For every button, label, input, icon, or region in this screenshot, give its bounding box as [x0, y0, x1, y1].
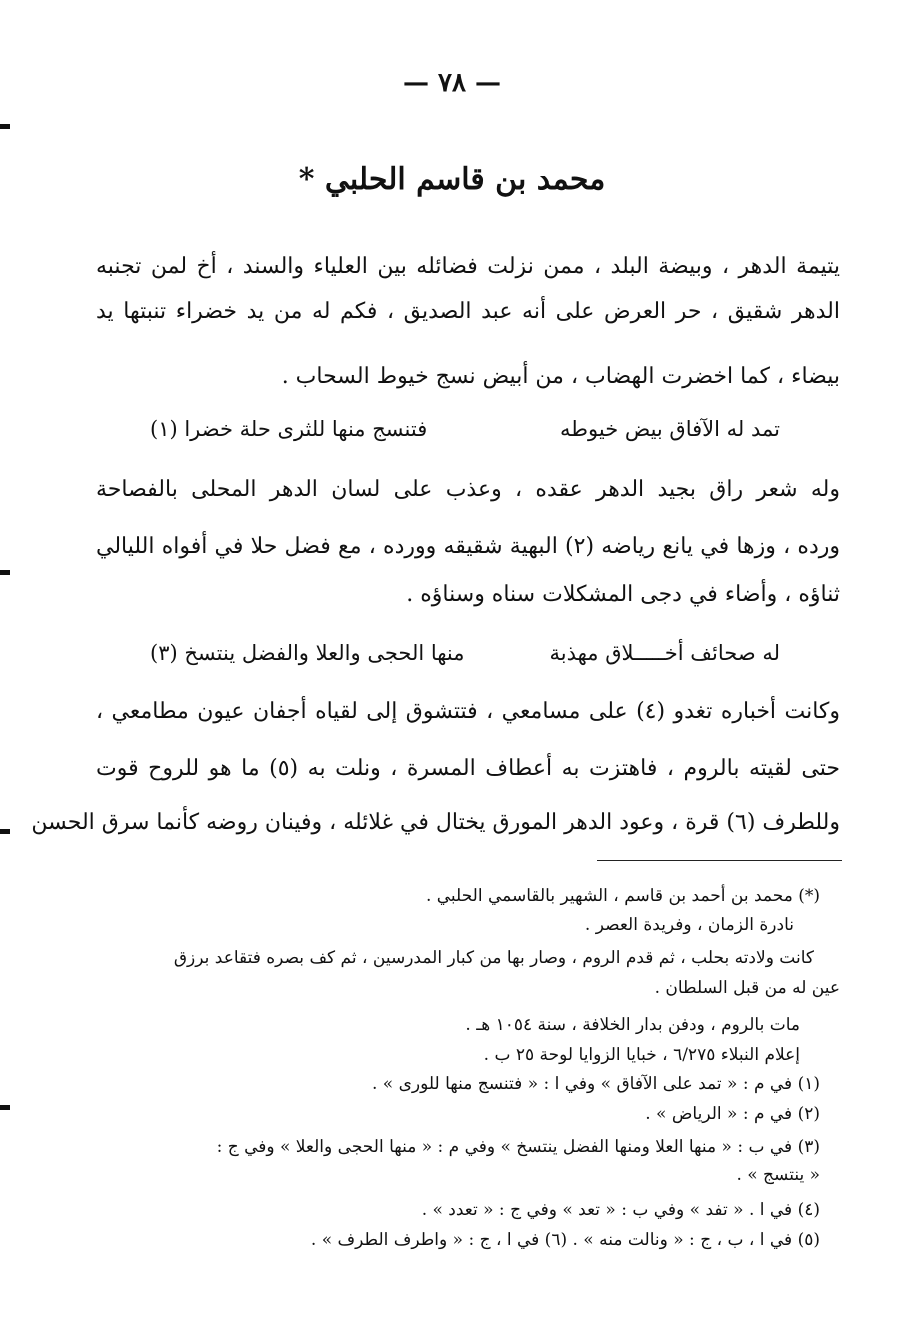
- body-line: حتى لقيته بالروم ، فاهتزت به أعطاف المسرة ، ونلت به (٥) ما هو للروح قوت: [96, 756, 840, 781]
- footnote-line: (*) محمد بن أحمد بن قاسم ، الشهير بالقاسمي الحلبي .: [425, 886, 820, 906]
- body-line: ثناؤه ، وأضاء في دجى المشكلات سناه وسناؤه .: [406, 582, 840, 607]
- body-line: الدهر شقيق ، حر العرض على أنه عبد الصديق ، فكم له من يد خضراء تنبتها يد: [96, 299, 840, 324]
- footnote-line: (٣) في ب : « منها العلا ومنها الفضل ينتسخ » وفي م : « منها الحجى والعلا » وفي ج :: [216, 1137, 820, 1157]
- footnote-separator: [597, 860, 842, 861]
- scan-edge-mark: [0, 1105, 10, 1110]
- footnote-line: كانت ولادته بحلب ، ثم قدم الروم ، وصار بها من كبار المدرسين ، ثم كف بصره فتقاعد برزق: [173, 948, 814, 968]
- entry-title: محمد بن قاسم الحلبي *: [298, 162, 606, 197]
- body-line: وله شعر راق بجيد الدهر عقده ، وعذب على لسان الدهر المحلى بالفصاحة: [96, 477, 840, 502]
- footnote-line: مات بالروم ، ودفن بدار الخلافة ، سنة ١٠٥٤ هـ .: [465, 1015, 800, 1035]
- verse-hemistich-left: منها الحجى والعلا والفضل ينتسخ (٣): [150, 641, 465, 665]
- footnote-line: (٢) في م : « الرياض » .: [645, 1104, 820, 1124]
- scan-edge-mark: [0, 124, 10, 129]
- verse-line: [150, 638, 780, 668]
- verse-hemistich-left: فتنسج منها للثرى حلة خضرا (١): [150, 417, 428, 441]
- footnote-line: « ينتسج » .: [736, 1165, 820, 1185]
- scan-edge-mark: [0, 829, 10, 834]
- footnote-line: إعلام النبلاء ٦/٢٧٥ ، خبايا الزوايا لوحة ٢٥ ب .: [483, 1045, 800, 1065]
- body-line: يتيمة الدهر ، وبيضة البلد ، ممن نزلت فضائله بين العلياء والسند ، أخ لمن تجنبه: [96, 254, 840, 279]
- verse-hemistich-right: له صحائف أخـــــلاق مهذبة: [549, 641, 780, 665]
- footnote-line: عين له من قبل السلطان .: [654, 978, 840, 998]
- footnote-line: (٥) في ا ، ب ، ج : « ونالت منه » . (٦) في ا ، ج : « واطرف الطرف » .: [310, 1230, 820, 1250]
- footnote-line: نادرة الزمان ، وفريدة العصر .: [584, 915, 794, 935]
- body-line: بيضاء ، كما اخضرت الهضاب ، من أبيض نسج خيوط السحاب .: [281, 364, 840, 389]
- body-line: وكانت أخباره تغدو (٤) على مسامعي ، فتتشوق إلى لقياه أجفان عيون مطامعي ،: [96, 699, 840, 724]
- footnote-line: (٤) في ا . « تفد » وفي ب : « تعد » وفي ج : « تعدد » .: [421, 1200, 820, 1220]
- scan-edge-mark: [0, 570, 10, 575]
- body-line: ورده ، وزها في يانع رياضه (٢) البهية شقيقه وورده ، مع فضل حلا في أفواه الليالي: [96, 534, 840, 559]
- page-number: — ٧٨ —: [402, 68, 502, 98]
- verse-hemistich-right: تمد له الآفاق بيض خيوطه: [560, 417, 780, 441]
- footnote-line: (١) في م : « تمد على الآفاق » وفي ا : « فتنسج منها للورى » .: [371, 1074, 820, 1094]
- body-line: وللطرف (٦) قرة ، وعود الدهر المورق يختال في غلائله ، وفينان روضه كأنما سرق الحسن: [31, 810, 840, 835]
- verse-line: [150, 414, 780, 444]
